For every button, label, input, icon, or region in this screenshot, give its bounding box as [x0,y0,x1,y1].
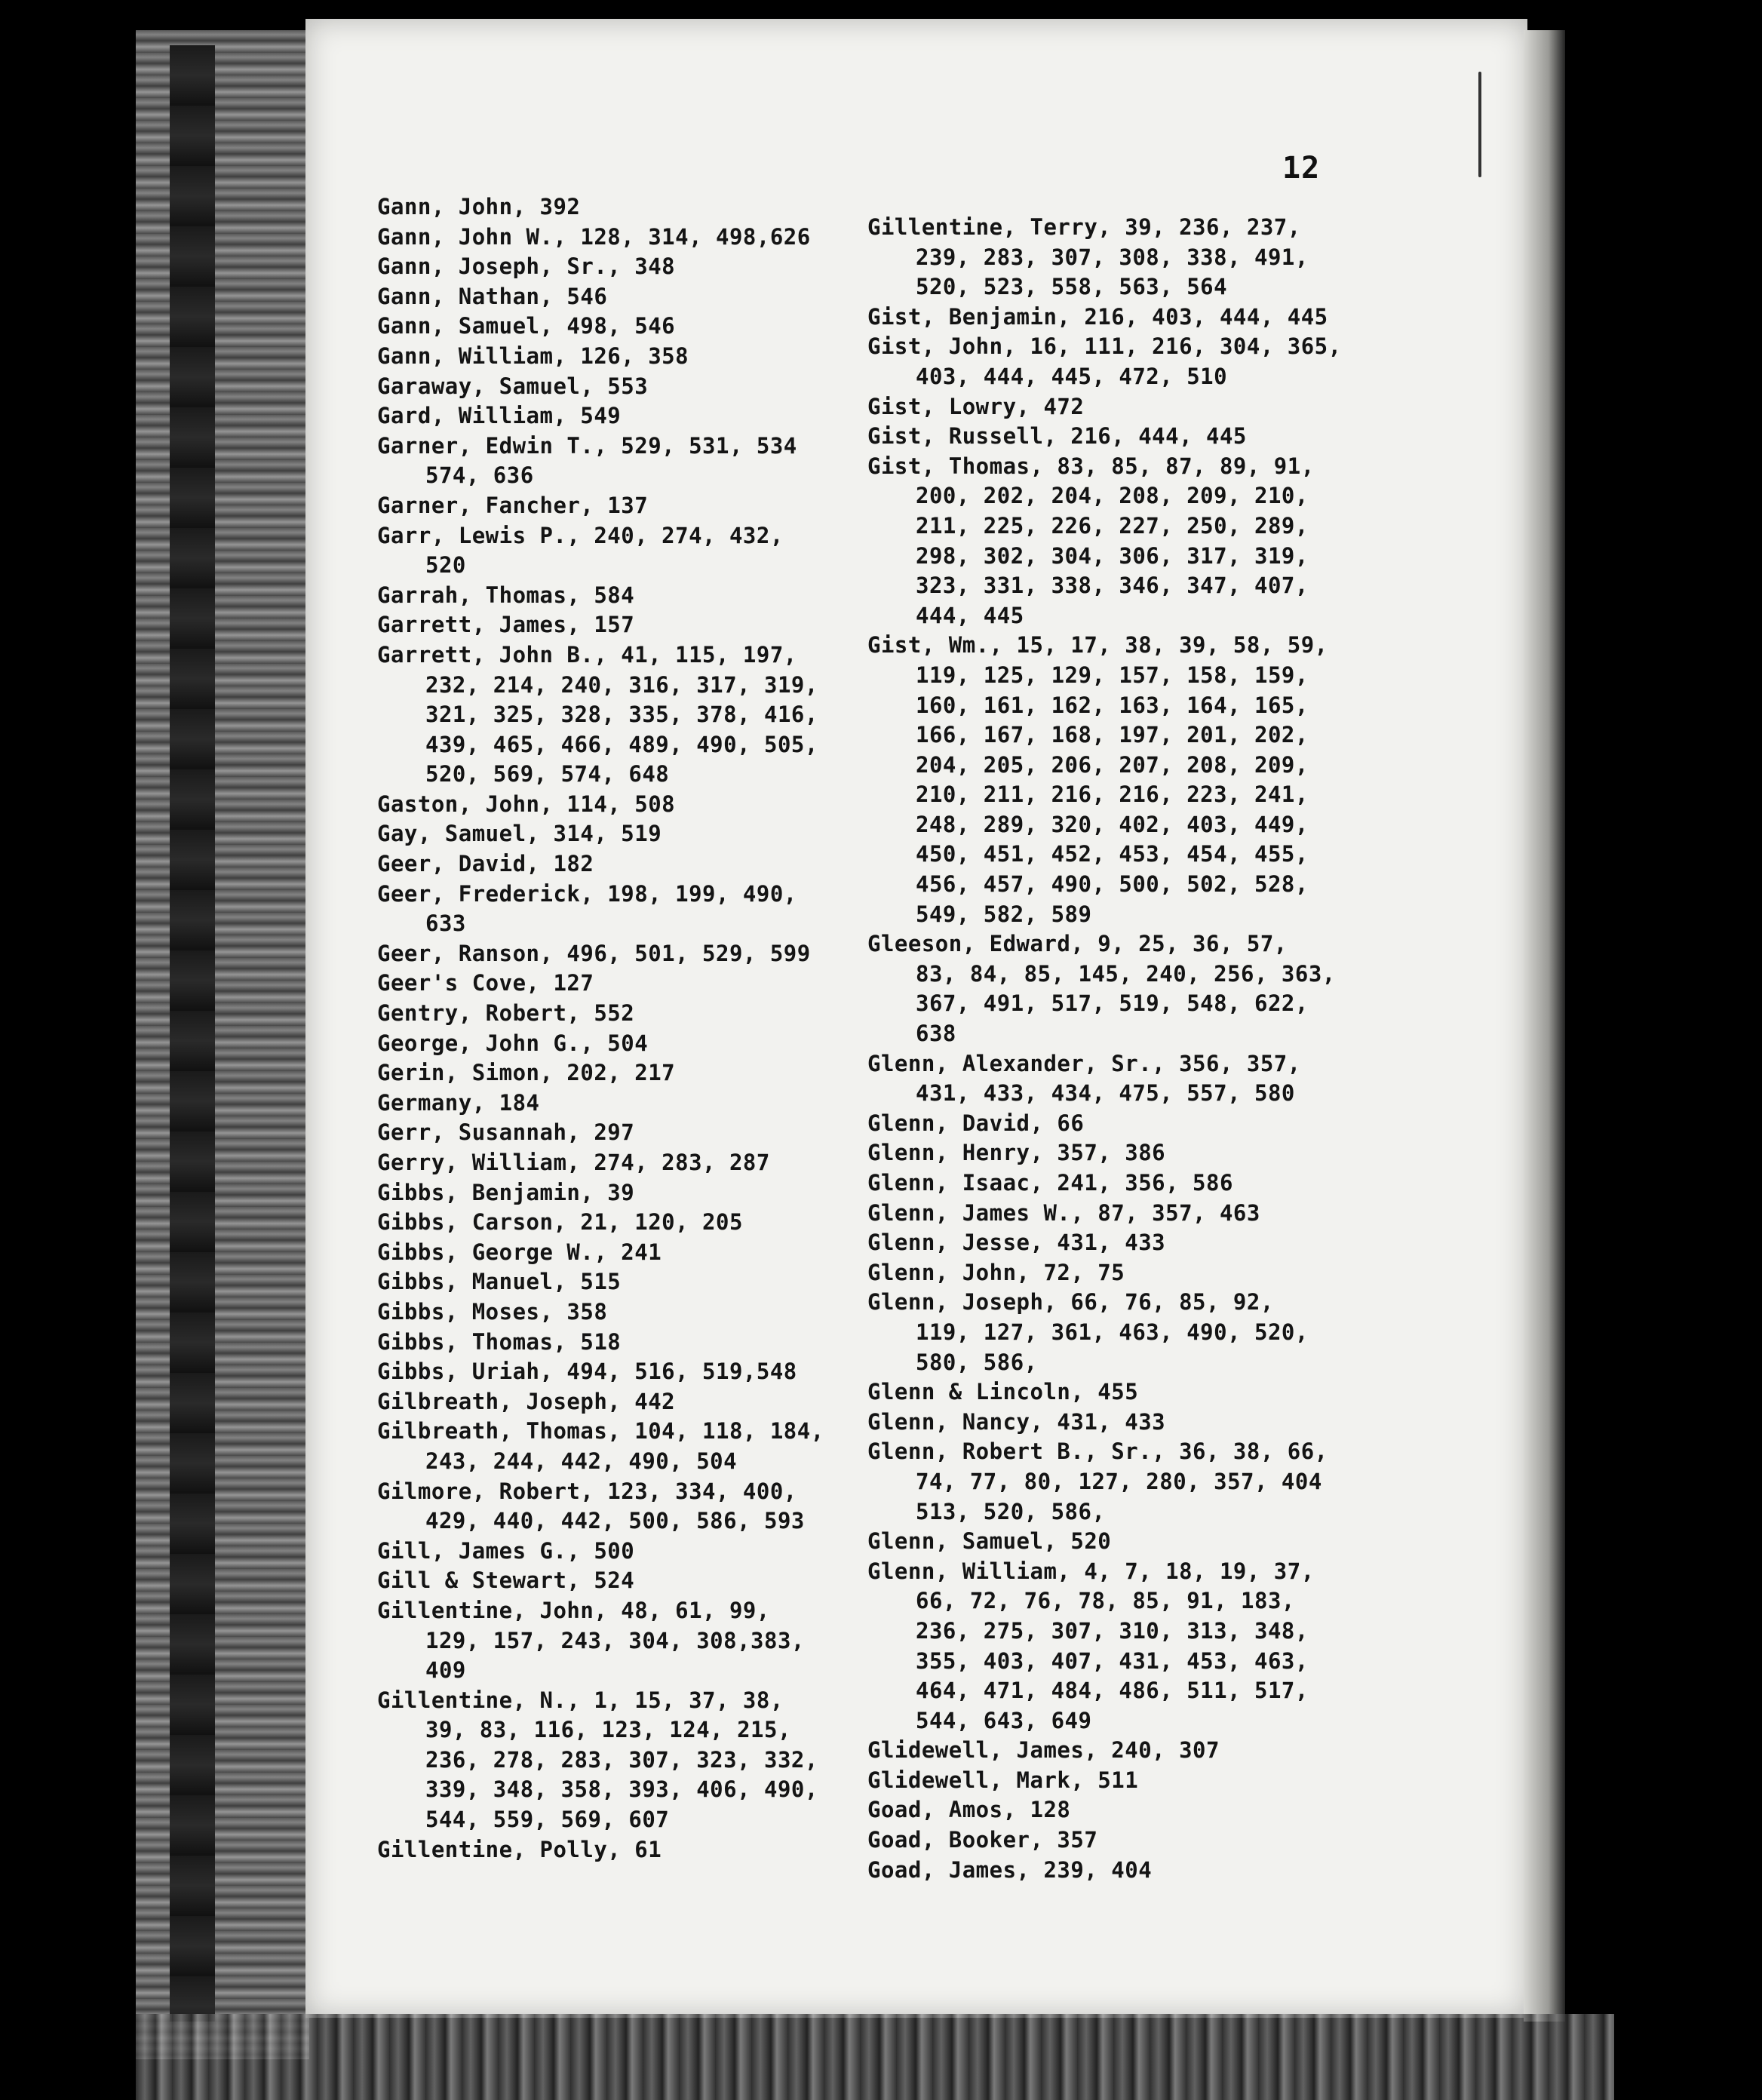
entry-heading-line: Gentry, Robert, 552 [377,1000,635,1027]
entry-heading-line: Geer, David, 182 [377,851,594,877]
entry-heading-line: Gibbs, Thomas, 518 [377,1328,622,1355]
entry-heading-line: Gerin, Simon, 202, 217 [377,1060,676,1086]
entry-continuation-line: 439, 465, 466, 489, 490, 505, [425,731,818,757]
entry-continuation-line: 166, 167, 168, 197, 201, 202, [916,722,1309,748]
entry-continuation-line: 210, 211, 216, 216, 223, 241, [916,781,1309,808]
index-entry [867,1856,1456,1886]
index-column-right [867,213,1456,1885]
entry-heading-line: Germany, 184 [377,1089,540,1116]
entry-continuation-line: 239, 283, 307, 308, 338, 491, [916,244,1309,270]
entry-continuation-line: 355, 403, 407, 431, 453, 463, [916,1647,1309,1674]
entry-heading-line: Gist, Russell, 216, 444, 445 [867,423,1247,450]
book-binding [136,30,309,2059]
entry-heading-line: Gibbs, Moses, 358 [377,1298,608,1325]
entry-heading-line: Geer, Frederick, 198, 199, 490, [377,880,797,907]
entry-continuation-line: 323, 331, 338, 346, 347, 407, [916,573,1309,599]
entry-heading-line: Geer, Ranson, 496, 501, 529, 599 [377,940,811,966]
entry-heading-line: Garrett, James, 157 [377,612,635,638]
entry-heading-line: Gist, John, 16, 111, 216, 304, 365, [867,333,1342,360]
entry-continuation-line: 39, 83, 116, 123, 124, 215, [425,1717,791,1743]
entry-continuation-line: 367, 491, 517, 519, 548, 622, [916,990,1309,1017]
entry-heading-line: Gleeson, Edward, 9, 25, 36, 57, [867,931,1288,957]
entry-heading-line: Gist, Thomas, 83, 85, 87, 89, 91, [867,453,1315,479]
entry-heading-line: Glenn, Alexander, Sr., 356, 357, [867,1050,1301,1076]
entry-continuation-line: 633 [425,910,466,937]
entry-continuation-line: 200, 202, 204, 208, 209, 210, [916,483,1309,509]
binding-shadow [170,45,215,2022]
entry-heading-line: George, John G., 504 [377,1030,649,1056]
index-entry [867,332,1456,391]
entry-heading-line: Gist, Benjamin, 216, 403, 444, 445 [867,303,1328,330]
entry-heading-line: Garrett, John B., 41, 115, 197, [377,641,797,668]
entry-heading-line: Gist, Wm., 15, 17, 38, 39, 58, 59, [867,632,1328,659]
entry-heading-line: Gaston, John, 114, 508 [377,791,676,817]
entry-continuation-line: 574, 636 [425,462,534,489]
index-entry [867,392,1456,422]
entry-continuation-line: 403, 444, 445, 472, 510 [916,363,1228,389]
index-entry [867,1795,1456,1825]
entry-heading-line: Goad, Booker, 357 [867,1827,1098,1853]
index-entry [867,1288,1456,1377]
entry-heading-line: Gibbs, Uriah, 494, 516, 519,548 [377,1359,797,1385]
index-entry [867,213,1456,302]
entry-heading-line: Gilmore, Robert, 123, 334, 400, [377,1478,797,1504]
entry-heading-line: Glenn, Nancy, 431, 433 [867,1408,1166,1435]
index-entry [867,1258,1456,1288]
entry-continuation-line: 211, 225, 226, 227, 250, 289, [916,512,1309,539]
entry-heading-line: Gerr, Susannah, 297 [377,1119,635,1146]
entry-heading-line: Gann, Samuel, 498, 546 [377,313,676,339]
entry-continuation-line: 520 [425,552,466,579]
entry-heading-line: Glenn, Henry, 357, 386 [867,1140,1166,1166]
entry-heading-line: Glenn & Lincoln, 455 [867,1379,1139,1405]
entry-continuation-line: 119, 125, 129, 157, 158, 159, [916,662,1309,688]
entry-continuation-line: 66, 72, 76, 78, 85, 91, 183, [916,1588,1295,1614]
entry-continuation-line: 321, 325, 328, 335, 378, 416, [425,702,818,728]
entry-heading-line: Gann, John, 392 [377,194,581,220]
index-entry [867,929,1456,1048]
entry-heading-line: Glenn, Samuel, 520 [867,1528,1112,1555]
entry-heading-line: Glenn, Jesse, 431, 433 [867,1230,1166,1256]
entry-heading-line: Gilbreath, Joseph, 442 [377,1388,676,1414]
entry-heading-line: Glenn, Isaac, 241, 356, 586 [867,1170,1233,1196]
entry-heading-line: Gard, William, 549 [377,403,622,429]
entry-continuation-line: 298, 302, 304, 306, 317, 319, [916,542,1309,569]
entry-continuation-line: 243, 244, 442, 490, 504 [425,1448,738,1474]
entry-continuation-line: 450, 451, 452, 453, 454, 455, [916,841,1309,867]
entry-continuation-line: 236, 278, 283, 307, 323, 332, [425,1746,818,1773]
entry-heading-line: Gay, Samuel, 314, 519 [377,821,662,847]
page-number: 12 [1282,151,1321,186]
entry-continuation-line: 429, 440, 442, 500, 586, 593 [425,1508,805,1534]
entry-heading-line: Gann, Joseph, Sr., 348 [377,253,676,280]
entry-heading-line: Glidewell, Mark, 511 [867,1767,1139,1793]
index-entry [867,1228,1456,1258]
entry-heading-line: Garaway, Samuel, 553 [377,373,649,399]
index-entry [867,1377,1456,1408]
entry-heading-line: Gann, William, 126, 358 [377,342,689,369]
entry-heading-line: Glenn, John, 72, 75 [867,1259,1125,1285]
scan-bottom-edge [136,2014,1614,2100]
entry-heading-line: Garner, Fancher, 137 [377,492,649,518]
entry-continuation-line: 129, 157, 243, 304, 308,383, [425,1627,805,1653]
index-entry [867,1138,1456,1168]
entry-heading-line: Gann, John W., 128, 314, 498,626 [377,223,811,250]
entry-continuation-line: 160, 161, 162, 163, 164, 165, [916,692,1309,718]
entry-heading-line: Gibbs, Benjamin, 39 [377,1179,635,1205]
entry-heading-line: Gillentine, Polly, 61 [377,1836,662,1862]
entry-continuation-line: 236, 275, 307, 310, 313, 348, [916,1617,1309,1644]
entry-heading-line: Gibbs, Carson, 21, 120, 205 [377,1209,743,1236]
entry-continuation-line: 520, 569, 574, 648 [425,761,670,788]
entry-heading-line: Gerry, William, 274, 283, 287 [377,1150,770,1175]
index-entry [867,1527,1456,1557]
index-entry [867,1109,1456,1139]
index-entry [867,1766,1456,1796]
entry-continuation-line: 74, 77, 80, 127, 280, 357, 404 [916,1468,1322,1494]
entry-heading-line: Gilbreath, Thomas, 104, 118, 184, [377,1418,824,1445]
index-entry [867,1049,1456,1109]
page-edge [1524,30,1565,2022]
entry-heading-line: Gillentine, Terry, 39, 236, 237, [867,214,1301,240]
entry-continuation-line: 339, 348, 358, 393, 406, 490, [425,1776,818,1803]
entry-continuation-line: 520, 523, 558, 563, 564 [916,274,1228,300]
index-entry [867,1199,1456,1229]
entry-heading-line: Gill & Stewart, 524 [377,1567,635,1594]
entry-continuation-line: 431, 433, 434, 475, 557, 580 [916,1080,1295,1107]
index-entry [867,631,1456,929]
page-crease [1478,72,1481,177]
entry-heading-line: Glenn, Robert B., Sr., 36, 38, 66, [867,1438,1328,1465]
entry-continuation-line: 232, 214, 240, 316, 317, 319, [425,671,818,698]
index-entry [867,1168,1456,1199]
entry-heading-line: Glenn, Joseph, 66, 76, 85, 92, [867,1289,1274,1316]
entry-heading-line: Garner, Edwin T., 529, 531, 534 [377,432,797,459]
entry-heading-line: Gist, Lowry, 472 [867,393,1085,419]
entry-heading-line: Glenn, David, 66 [867,1110,1085,1136]
index-entry [867,1557,1456,1736]
entry-continuation-line: 204, 205, 206, 207, 208, 209, [916,751,1309,778]
entry-continuation-line: 409 [425,1657,466,1684]
entry-heading-line: Goad, Amos, 128 [867,1797,1071,1823]
entry-continuation-line: 456, 457, 490, 500, 502, 528, [916,871,1309,898]
entry-heading-line: Geer's Cove, 127 [377,970,594,996]
entry-heading-line: Gillentine, N., 1, 15, 37, 38, [377,1687,784,1713]
entry-heading-line: Goad, James, 239, 404 [867,1856,1153,1883]
entry-continuation-line: 544, 643, 649 [916,1707,1092,1733]
entry-heading-line: Garrah, Thomas, 584 [377,582,635,608]
entry-continuation-line: 83, 84, 85, 145, 240, 256, 363, [916,960,1336,987]
entry-continuation-line: 248, 289, 320, 402, 403, 449, [916,811,1309,837]
entry-heading-line: Gill, James G., 500 [377,1537,635,1564]
entry-heading-line: Glidewell, James, 240, 307 [867,1737,1220,1764]
entry-heading-line: Garr, Lewis P., 240, 274, 432, [377,522,784,548]
index-entry [867,1825,1456,1856]
entry-heading-line: Glenn, James W., 87, 357, 463 [867,1199,1260,1226]
entry-heading-line: Gillentine, John, 48, 61, 99, [377,1597,770,1623]
index-entry [867,302,1456,333]
index-entry [867,452,1456,631]
entry-continuation-line: 513, 520, 586, [916,1498,1106,1524]
entry-continuation-line: 444, 445 [916,602,1024,628]
entry-continuation-line: 544, 559, 569, 607 [425,1807,670,1833]
entry-heading-line: Glenn, William, 4, 7, 18, 19, 37, [867,1558,1315,1584]
entry-continuation-line: 464, 471, 484, 486, 511, 517, [916,1678,1309,1704]
entry-continuation-line: 549, 582, 589 [916,901,1092,927]
entry-continuation-line: 638 [916,1021,956,1047]
index-entry [867,422,1456,452]
entry-continuation-line: 119, 127, 361, 463, 490, 520, [916,1319,1309,1345]
entry-heading-line: Gann, Nathan, 546 [377,283,608,309]
index-entry [867,1408,1456,1438]
entry-heading-line: Gibbs, George W., 241 [377,1239,662,1265]
entry-continuation-line: 580, 586, [916,1349,1038,1375]
index-entry [867,1736,1456,1766]
entry-heading-line: Gibbs, Manuel, 515 [377,1269,622,1295]
index-entry [867,1437,1456,1527]
